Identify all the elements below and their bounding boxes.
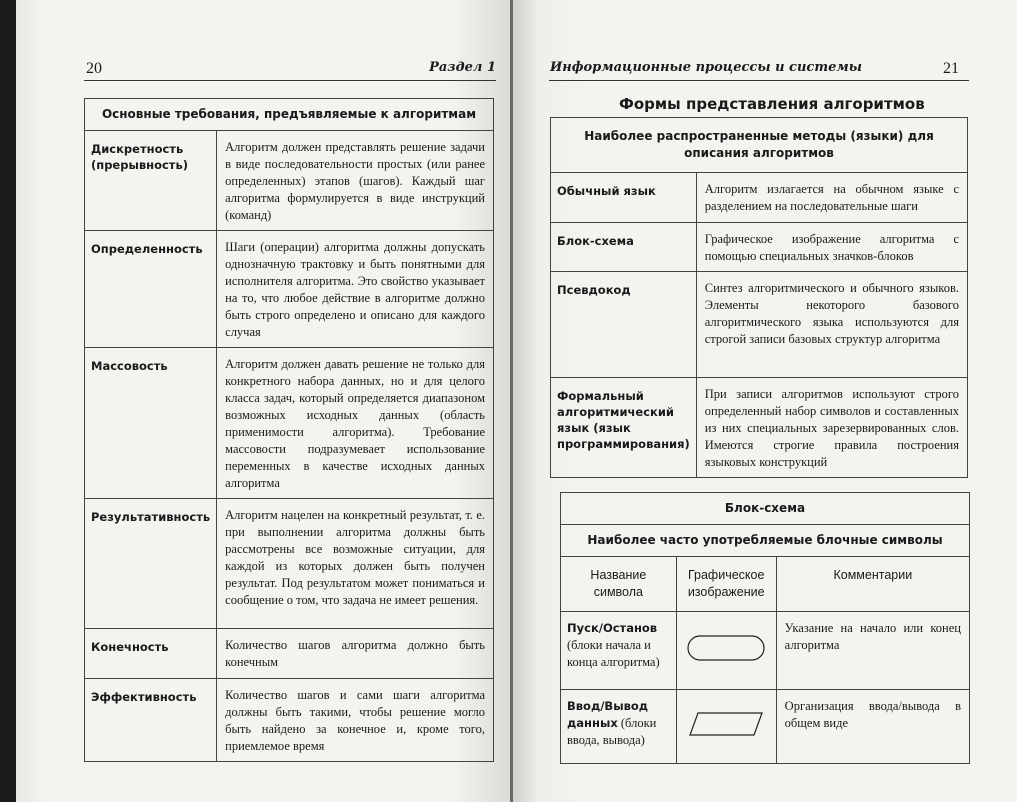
term-cell: Массовость bbox=[85, 348, 217, 499]
requirements-table-title: Основные требования, предъявляемые к алгоритмам bbox=[85, 99, 494, 131]
term-cell: Блок-схема bbox=[551, 223, 697, 272]
term-cell: Конечность bbox=[85, 629, 217, 679]
symbol-name-cell bbox=[561, 690, 677, 764]
table-row bbox=[85, 131, 494, 231]
right-page bbox=[513, 0, 1017, 802]
table-row bbox=[561, 612, 970, 690]
terminator-shape bbox=[686, 633, 766, 663]
term-cell: Формальный алгоритмический язык (язык программирования) bbox=[551, 378, 697, 478]
comment-cell: Организация ввода/вывода в общем виде bbox=[776, 690, 969, 764]
definition-cell: Алгоритм нацелен на конкретный результат, т. е. при выполнении алгоритма должны быть рассмотрены все возможные ситуации, для каждой из которых должен быть получен результат. Под результатом может пониматься и сообщение о том, что задача не имеет решения. bbox=[217, 499, 494, 629]
symbol-name-cell bbox=[561, 612, 677, 690]
definition-cell: Алгоритм должен давать решение не только для конкретного набора данных, но и для целого класса задач, который определяется диапазоном возможных исходных данных (область применимости алгоритма). Требование массовости подразумевает использование переменных в качестве исходных данных алгоритма bbox=[217, 348, 494, 499]
table-row bbox=[551, 223, 968, 272]
term-cell: Дискретность (прерывность) bbox=[85, 131, 217, 231]
definition-cell: Синтез алгоритмического и обычного языков. Элементы некоторого базового алгоритмического языка используются для строгой записи базовых структур алгоритма bbox=[696, 272, 967, 378]
symbol-note: (блоки начала и конца алгоритма) bbox=[567, 638, 660, 669]
parallelogram-shape bbox=[686, 709, 766, 739]
methods-table bbox=[550, 117, 968, 478]
flowchart-table bbox=[560, 492, 970, 764]
definition-cell: Алгоритм должен представлять решение задачи в виде последовательности простых (или ранее определенных) этапов (шагов). Каждый шаг алгоритма формулируется в виде инструкций (команд) bbox=[217, 131, 494, 231]
table-row bbox=[551, 378, 968, 478]
symbol-image-cell bbox=[676, 690, 776, 764]
definition-cell: При записи алгоритмов используют строго определенный набор символов и составленных из них специальных зарезервированных слов. Имеются строгие правила построения языковых конструкций bbox=[696, 378, 967, 478]
right-page-number: 21 bbox=[943, 60, 959, 77]
table-row bbox=[551, 272, 968, 378]
table-row bbox=[85, 679, 494, 762]
comment-cell: Указание на начало или конец алгоритма bbox=[776, 612, 969, 690]
flowchart-table-subtitle: Наиболее часто употребляемые блочные символы bbox=[561, 525, 970, 557]
col-image-header: Графическое изображение bbox=[676, 557, 776, 612]
methods-table-title: Наиболее распространенные методы (языки) для описания алгоритмов bbox=[551, 118, 968, 173]
symbol-name: Ввод/Вывод данных bbox=[567, 699, 649, 730]
flowchart-table-title: Блок-схема bbox=[561, 493, 970, 525]
left-page bbox=[16, 0, 510, 802]
symbol-image-cell bbox=[676, 612, 776, 690]
right-header-rule bbox=[549, 80, 969, 81]
definition-cell: Алгоритм излагается на обычном языке с разделением на последовательные шаги bbox=[696, 173, 967, 223]
definition-cell: Графическое изображение алгоритма с помощью специальных значков-блоков bbox=[696, 223, 967, 272]
definition-cell: Шаги (операции) алгоритма должны допускать однозначную трактовку и быть понятными для исполнителя алгоритма. Это свойство указывает на то, что любое действие в алгоритме должно быть строго определено и описано для каждого случая bbox=[217, 231, 494, 348]
requirements-table bbox=[84, 98, 494, 762]
table-row bbox=[85, 231, 494, 348]
main-title: Формы представления алгоритмов bbox=[619, 95, 925, 113]
term-cell: Определенность bbox=[85, 231, 217, 348]
symbol-name: Пуск/Останов bbox=[567, 621, 658, 635]
term-cell: Псевдокод bbox=[551, 272, 697, 378]
definition-cell: Количество шагов и сами шаги алгоритма должны быть такими, чтобы решение могло быть найдено за конечное и, кроме того, приемлемое время bbox=[217, 679, 494, 762]
col-comment-header: Комментарии bbox=[776, 557, 969, 612]
term-cell: Результативность bbox=[85, 499, 217, 629]
table-row bbox=[85, 348, 494, 499]
left-page-number: 20 bbox=[86, 60, 102, 77]
term-cell: Обычный язык bbox=[551, 173, 697, 223]
table-row bbox=[85, 629, 494, 679]
right-running-title: Информационные процессы и системы bbox=[550, 60, 862, 75]
column-header-row bbox=[561, 557, 970, 612]
table-row bbox=[561, 690, 970, 764]
table-row bbox=[551, 173, 968, 223]
symbol-note: (блоки ввода, вывода) bbox=[567, 716, 657, 747]
left-header-rule bbox=[84, 80, 496, 81]
left-section-label: Раздел 1 bbox=[429, 60, 496, 75]
definition-cell: Количество шагов алгоритма должно быть конечным bbox=[217, 629, 494, 679]
table-row bbox=[85, 499, 494, 629]
col-name-header: Название символа bbox=[561, 557, 677, 612]
term-cell: Эффективность bbox=[85, 679, 217, 762]
